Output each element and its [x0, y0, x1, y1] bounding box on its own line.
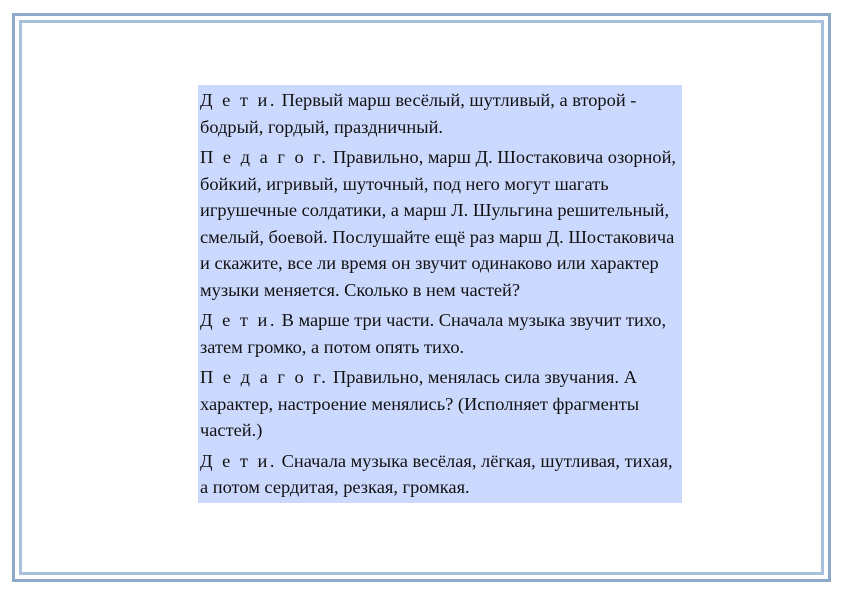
speaker-label: П е д а г о г.	[200, 147, 329, 167]
dialogue-text: Первый марш весёлый, шутливый, а второй - бодрый, гордый, праздничный.	[200, 90, 637, 137]
dialogue-text-block	[198, 85, 682, 503]
dialogue-paragraph-teacher-1	[200, 144, 680, 303]
dialogue-paragraph-children-3	[200, 448, 680, 501]
speaker-label: Д е т и.	[200, 90, 277, 110]
dialogue-text: Сначала музыка весёлая, лёгкая, шутливая, тихая, а потом сердитая, резкая, громкая.	[200, 450, 673, 497]
speaker-label: Д е т и.	[200, 450, 277, 471]
speaker-label: Д е т и.	[200, 310, 277, 330]
dialogue-paragraph-children-1	[200, 87, 680, 140]
dialogue-text: Правильно, менялась сила звучания. А характер, настроение менялись? (Исполняет фрагменты частей.)	[200, 367, 640, 440]
dialogue-paragraph-children-2	[200, 307, 680, 360]
speaker-label: П е д а г о г.	[200, 367, 329, 387]
dialogue-text: Правильно, марш Д. Шостаковича озорной, бойкий, игривый, шуточный, под него могут шагать игрушечные солдатики, а марш Л. Шульгина решительный, смелый, боевой. Послушайте ещё раз марш Д. Шостаковича и скажите, все ли время он звучит одинаково или характер музыки меняется. Сколько в нем частей?	[200, 147, 677, 300]
dialogue-text: В марше три части. Сначала музыка звучит тихо, затем громко, а потом опять тихо.	[200, 310, 667, 357]
dialogue-paragraph-teacher-2	[200, 364, 680, 444]
